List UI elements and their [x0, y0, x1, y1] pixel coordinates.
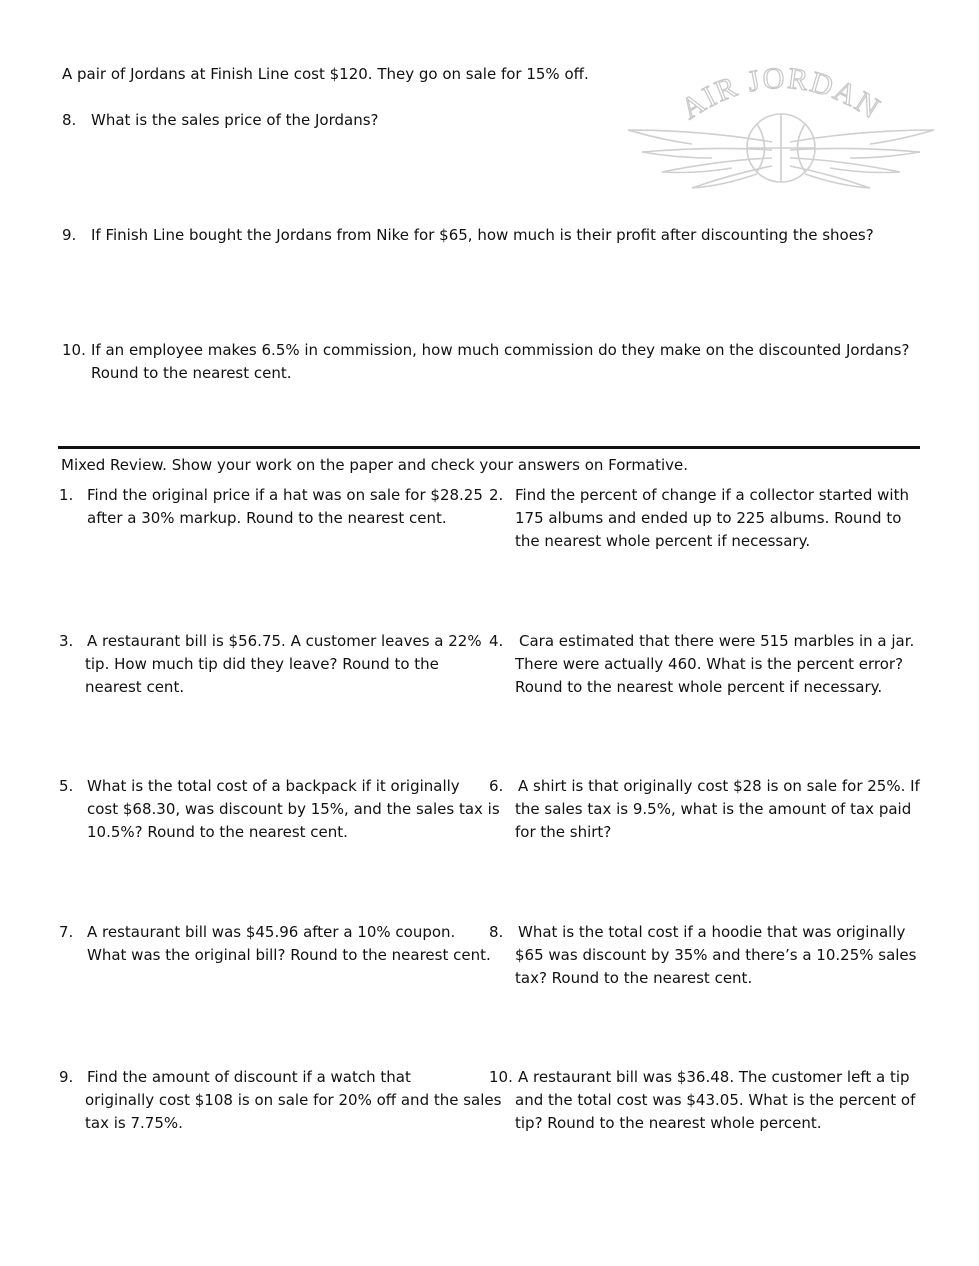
jumpman-wings-logo-icon [622, 62, 940, 202]
question-text: and the total cost was $43.05. What is the percent of [515, 1091, 916, 1109]
question-text: the sales tax is 9.5%, what is the amount of tax paid [515, 800, 912, 818]
question-text: 175 albums and ended up to 225 albums. Round to [515, 509, 902, 527]
question-text: for the shirt? [515, 823, 612, 841]
question-text: What is the sales price of the Jordans? [91, 111, 379, 129]
question-number: 10. [62, 341, 86, 359]
question-number: 9. [62, 226, 77, 244]
question-number: 5. [59, 777, 74, 795]
question-text: Find the amount of discount if a watch that [87, 1068, 411, 1086]
question-text: Find the original price if a hat was on sale for $28.25 [87, 486, 483, 504]
question-text: tax? Round to the nearest cent. [515, 969, 753, 987]
question-number: 9. [59, 1068, 74, 1086]
question-text: tip. How much tip did they leave? Round to the [85, 655, 439, 673]
question-text: tax is 7.75%. [85, 1114, 183, 1132]
question-text: after a 30% markup. Round to the nearest cent. [87, 509, 447, 527]
question-number: 1. [59, 486, 74, 504]
question-number: 2. [489, 486, 504, 504]
question-text: Round to the nearest whole percent if necessary. [515, 678, 883, 696]
question-number: 7. [59, 923, 74, 941]
question-text: A shirt is that originally cost $28 is on sale for 25%. If [518, 777, 920, 795]
question-text: $65 was discount by 35% and there’s a 10.25% sales [515, 946, 917, 964]
question-number: 6. [489, 777, 504, 795]
question-number: 4. [489, 632, 504, 650]
intro-text: A pair of Jordans at Finish Line cost $120. They go on sale for 15% off. [62, 65, 589, 83]
question-text: originally cost $108 is on sale for 20% off and the sales [85, 1091, 502, 1109]
question-text: A restaurant bill was $45.96 after a 10% coupon. [87, 923, 456, 941]
question-text: 10.5%? Round to the nearest cent. [87, 823, 348, 841]
question-text: nearest cent. [85, 678, 185, 696]
question-text: There were actually 460. What is the percent error? [515, 655, 904, 673]
question-text: A restaurant bill was $36.48. The customer left a tip [518, 1068, 910, 1086]
section-divider [58, 446, 920, 449]
question-text: Cara estimated that there were 515 marbles in a jar. [519, 632, 915, 650]
review-title: Mixed Review. Show your work on the paper and check your answers on Formative. [61, 456, 689, 474]
question-number: 3. [59, 632, 74, 650]
question-text: What is the total cost of a backpack if it originally [87, 777, 460, 795]
question-text: A restaurant bill is $56.75. A customer leaves a 22% [87, 632, 482, 650]
question-text: What was the original bill? Round to the nearest cent. [87, 946, 491, 964]
question-text: tip? Round to the nearest whole percent. [515, 1114, 822, 1132]
question-text: Find the percent of change if a collector started with [515, 486, 909, 504]
question-text: the nearest whole percent if necessary. [515, 532, 811, 550]
question-text: cost $68.30, was discount by 15%, and the sales tax is [87, 800, 500, 818]
question-text: What is the total cost if a hoodie that was originally [518, 923, 906, 941]
question-number: 10. [489, 1068, 513, 1086]
question-number: 8. [489, 923, 504, 941]
question-text: If an employee makes 6.5% in commission, how much commission do they make on the discounted Jordans? [91, 341, 910, 359]
question-text: If Finish Line bought the Jordans from Nike for $65, how much is their profit after discounting the shoes? [91, 226, 874, 244]
question-number: 8. [62, 111, 77, 129]
logo-text: AIR JORDAN [675, 62, 887, 126]
question-text: Round to the nearest cent. [91, 364, 292, 382]
